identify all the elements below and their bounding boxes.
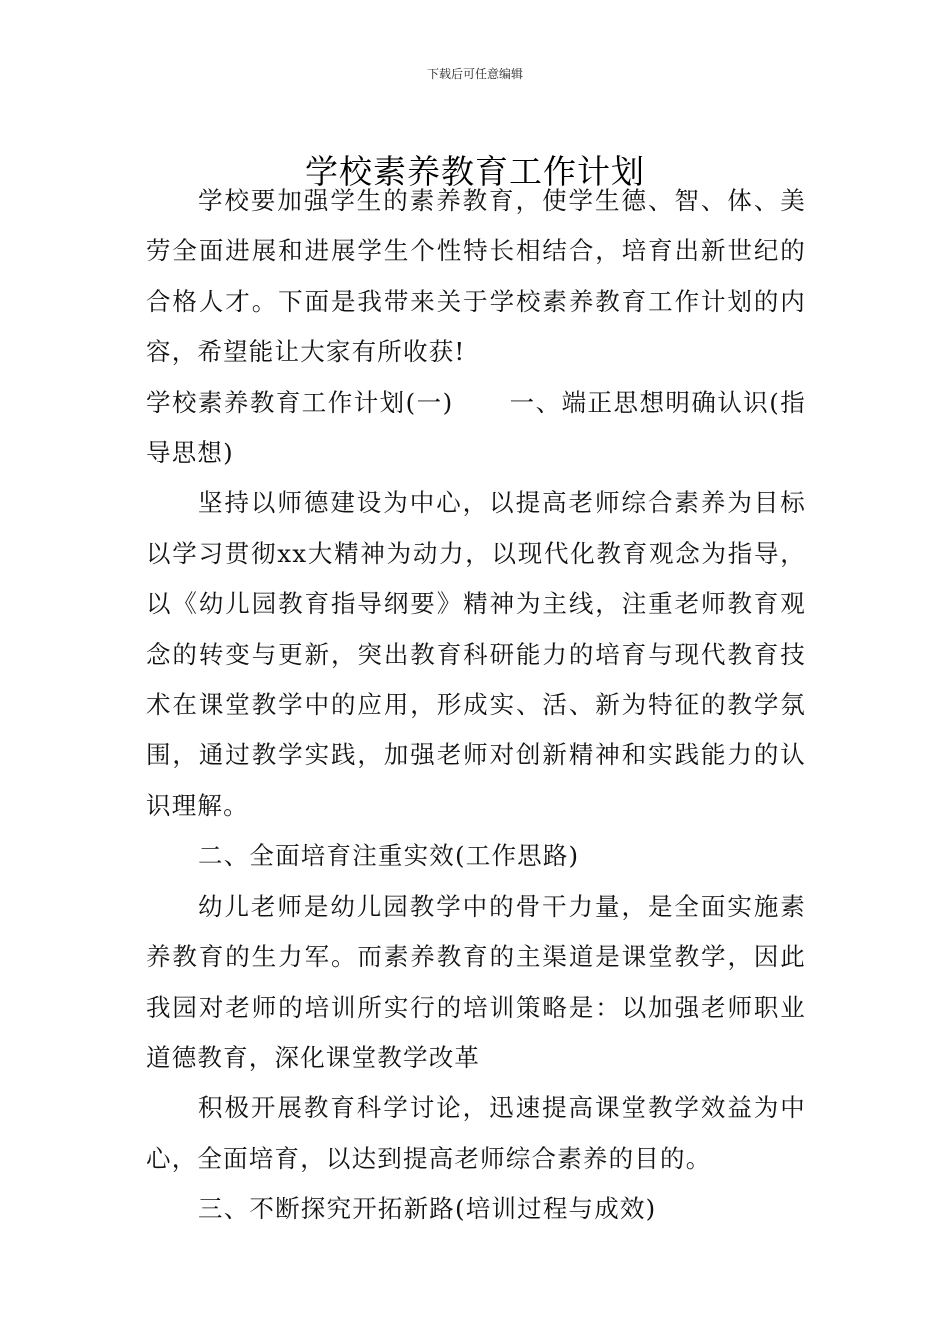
section-three-heading: 三、不断探究开拓新路(培训过程与成效)	[198, 1194, 657, 1224]
section-one-heading: 一、端正思想明确认识(指导思想)	[146, 387, 806, 468]
intro-paragraph: 学校要加强学生的素养教育，使学生德、智、体、美劳全面进展和进展学生个性特长相结合，培育出新世纪的合格人才。下面是我带来关于学校素养教育工作计划的内容，希望能让大家有所收获!	[146, 186, 806, 367]
section-two-heading: 二、全面培育注重实效(工作思路)	[198, 841, 580, 871]
research-paragraph: 积极开展教育科学讨论，迅速提高课堂教学效益为中心，全面培育，以达到提高老师综合素养的目的。	[146, 1093, 806, 1173]
plan-part-label: 学校素养教育工作计划(一)	[146, 387, 454, 417]
work-approach-paragraph: 幼儿老师是幼儿园教学中的骨干力量，是全面实施素养教育的生力军。而素养教育的主渠道是课堂教学，因此我园对老师的培训所实行的培训策略是：以加强老师职业道德教育，深化课堂教学改革	[146, 891, 806, 1072]
guiding-thought-paragraph: 坚持以师德建设为中心，以提高老师综合素养为目标以学习贯彻xx大精神为动力，以现代化教育观念为指导，以《幼儿园教育指导纲要》精神为主线，注重老师教育观念的转变与更新，突出教育科研能力的培育与现代教育技术在课堂教学中的应用，形成实、活、新为特征的教学氛围，通过教学实践，加强老师对创新精神和实践能力的认识理解。	[146, 488, 806, 820]
document-title: 学校素养教育工作计划	[305, 152, 645, 192]
page-header-note: 下载后可任意编辑	[426, 67, 523, 81]
document-body	[146, 176, 806, 1235]
section-one-line	[146, 378, 806, 479]
